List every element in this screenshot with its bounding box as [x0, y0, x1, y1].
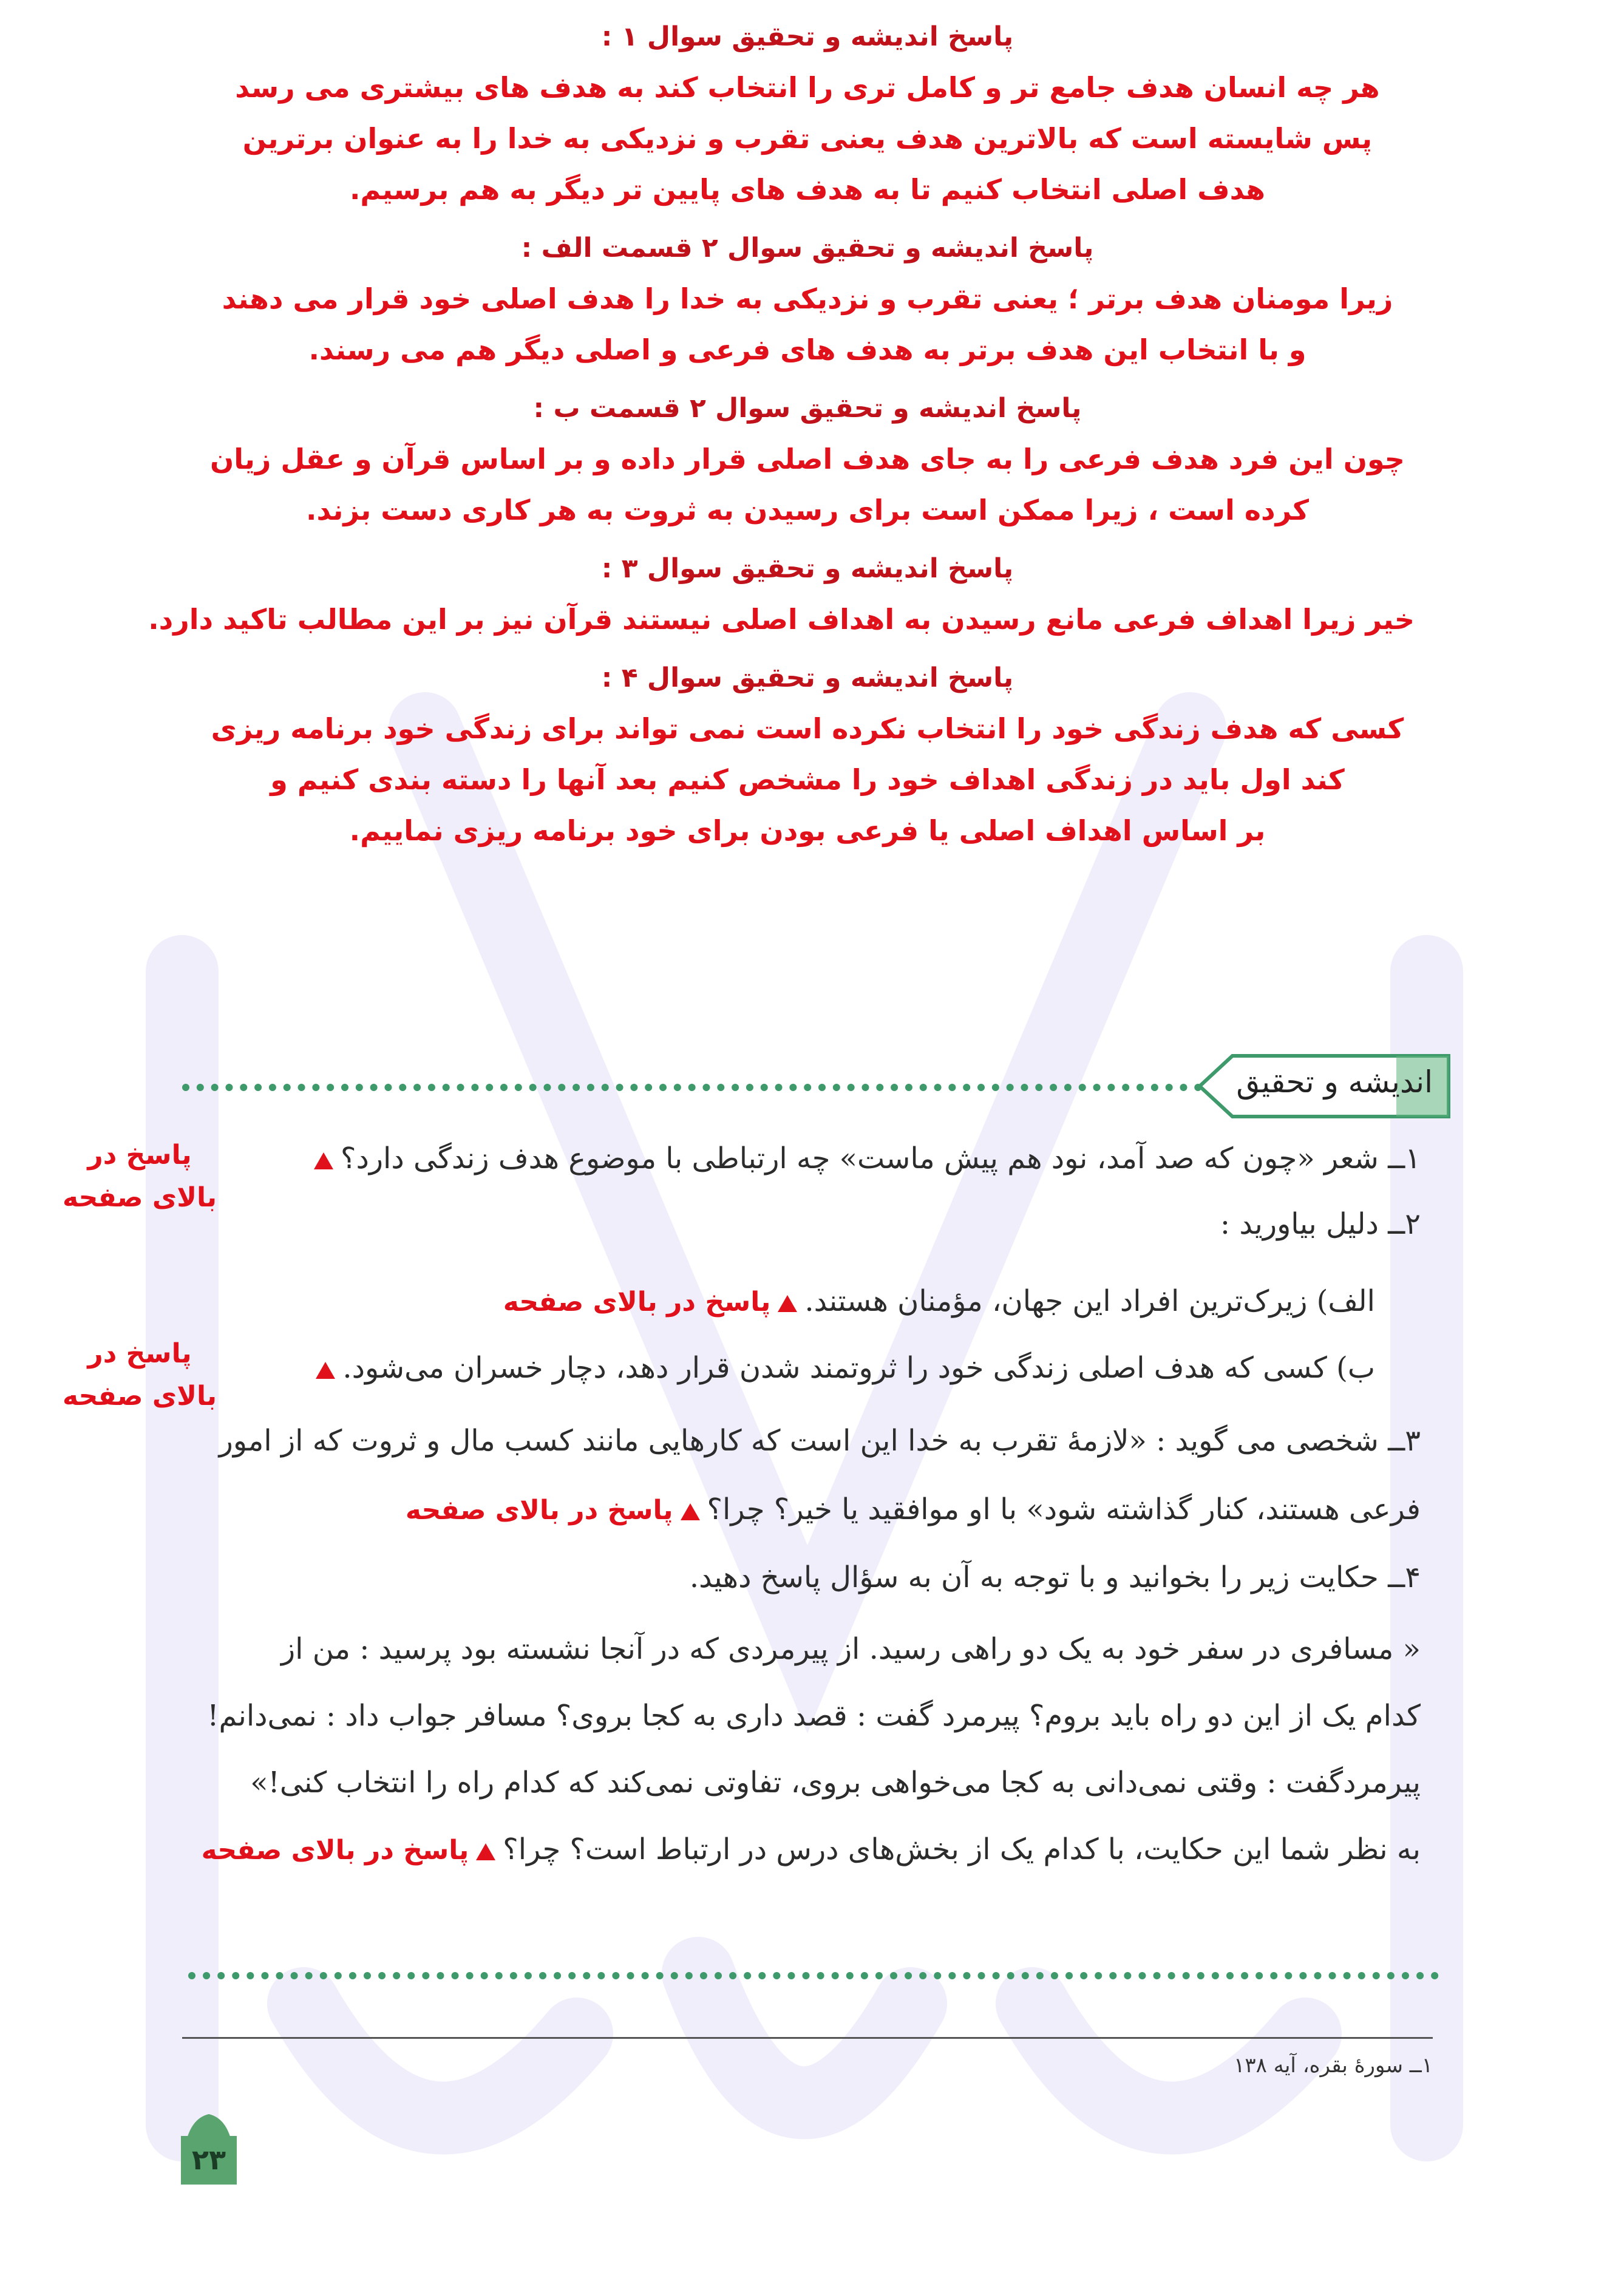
page-number-ornament: [181, 2112, 237, 2138]
question-3-line-2: [406, 1492, 1421, 1526]
answer-title: پاسخ اندیشه و تحقیق سوال ۴ :: [601, 662, 1014, 693]
footnote-divider: [182, 2037, 1433, 2039]
answer-title: پاسخ اندیشه و تحقیق سوال ۳ :: [601, 553, 1014, 584]
question-2b: [308, 1351, 1375, 1385]
answer-line: کرده است ، زیرا ممکن است برای رسیدن به ثروت به هر کاری دست بزند.: [306, 494, 1309, 526]
question-1: [307, 1141, 1421, 1175]
side-answer-line: پاسخ در: [87, 1140, 192, 1171]
side-answer-line: بالای صفحه: [62, 1381, 217, 1412]
question-2a: [503, 1284, 1375, 1318]
answer-line: کسی که هدف زندگی خود را انتخاب نکرده است نمی تواند برای زندگی خود برنامه ریزی: [211, 712, 1404, 745]
side-answer-line: پاسخ در: [87, 1338, 192, 1369]
answer-line: چون این فرد هدف فرعی را به جای هدف اصلی قرار داده و بر اساس قرآن و عقل زیان: [210, 443, 1405, 475]
answer-block-2a: [200, 223, 1415, 375]
side-answer-line: بالای صفحه: [62, 1182, 217, 1213]
answer-line: خیر زیرا اهداف فرعی مانع رسیدن به اهداف اصلی نیستند قرآن نیز بر این مطالب تاکید دارد.: [148, 603, 1415, 636]
box-header: [182, 1053, 1457, 1120]
answers-section: [148, 12, 1415, 865]
answer-line: بر اساس اهداف اصلی یا فرعی بودن برای خود برنامه ریزی نماییم.: [349, 814, 1266, 847]
question-4-prompt-text: به نظر شما این حکایت، با کدام یک از بخش‌های درس در ارتباط است؟ چرا؟: [503, 1832, 1421, 1866]
side-answer-q2b: [61, 1333, 219, 1418]
story-line-1: « مسافری در سفر خود به یک دو راهی رسید. از پیرمردی که در آنجا نشسته بود پرسید : من از: [280, 1632, 1421, 1666]
answer-block-3: [148, 544, 1415, 645]
box-title: اندیشه و تحقیق: [1236, 1064, 1433, 1100]
answer-line: و با انتخاب این هدف برتر به هدف های فرعی و اصلی دیگر هم می رسند.: [308, 333, 1306, 366]
page-number: ۲۳: [191, 2143, 226, 2176]
story-line-3: پیرمردگفت : وقتی نمی‌دانی به کجا می‌خواهی بروی، تفاوتی نمی‌کند که کدام راه را انتخاب کنی!»: [250, 1766, 1421, 1800]
answer-title: پاسخ اندیشه و تحقیق سوال ۲ قسمت الف :: [521, 233, 1094, 264]
triangle-marker-icon: [316, 1362, 335, 1379]
answer-title: پاسخ اندیشه و تحقیق سوال ۱ :: [601, 21, 1014, 52]
answer-line: پس شایسته است که بالاترین هدف یعنی تقرب و نزدیکی به خدا را به عنوان برترین: [242, 122, 1373, 155]
question-2b-text: ب) کسی که هدف اصلی زندگی خود را ثروتمند شدن قرار دهد، دچار خسران می‌شود.: [342, 1351, 1375, 1385]
question-1-text: ۱ــ شعر «چون که صد آمد، نود هم پیش ماست» چه ارتباطی با موضوع هدف زندگی دارد؟: [340, 1141, 1421, 1175]
answer-line: هر چه انسان هدف جامع تر و کامل تری را انتخاب کند به هدف های بیشتری می رسد: [235, 71, 1380, 104]
answer-reference: پاسخ در بالای صفحه: [201, 1835, 469, 1866]
answer-reference: پاسخ در بالای صفحه: [405, 1495, 673, 1526]
answer-line: کند اول باید در زندگی اهداف خود را مشخص کنیم بعد آنها را دسته بندی کنیم و: [270, 763, 1345, 796]
triangle-marker-icon: [778, 1295, 797, 1312]
triangle-marker-icon: [476, 1843, 495, 1860]
question-3-text: فرعی هستند، کنار گذاشته شود» با او موافقید یا خیر؟ چرا؟: [707, 1492, 1421, 1526]
answer-block-1: [200, 12, 1415, 215]
answer-line: هدف اصلی انتخاب کنیم تا به هدف های پایین تر دیگر به هم برسیم.: [349, 173, 1266, 206]
question-3-line-1: ۳ــ شخصی می گوید : «لازمهٔ تقرب به خدا این است که کارهایی مانند کسب مال و ثروت که از امور: [219, 1424, 1421, 1458]
triangle-marker-icon: [681, 1503, 700, 1520]
footnote: ۱ــ سورهٔ بقره، آیه ۱۳۸: [1234, 2053, 1433, 2078]
answer-block-2b: [200, 384, 1415, 536]
question-2a-text: الف) زیرک‌ترین افراد این جهان، مؤمنان هستند.: [804, 1284, 1375, 1318]
question-4-prompt: [202, 1832, 1421, 1866]
question-4: ۴ــ حکایت زیر را بخوانید و با توجه به آن به سؤال پاسخ دهید.: [689, 1560, 1421, 1594]
answer-line: زیرا مومنان هدف برتر ؛ یعنی تقرب و نزدیکی به خدا را هدف اصلی خود قرار می دهند: [222, 282, 1393, 315]
dotted-divider-bottom: [188, 1972, 1439, 1979]
triangle-marker-icon: [314, 1152, 333, 1169]
question-2: ۲ــ دلیل بیاورید :: [1220, 1207, 1421, 1241]
answer-reference: پاسخ در بالای صفحه: [503, 1287, 771, 1318]
side-answer-q1: [61, 1134, 219, 1219]
answer-block-4: [200, 653, 1415, 856]
answer-title: پاسخ اندیشه و تحقیق سوال ۲ قسمت ب :: [533, 393, 1082, 424]
dotted-divider: [182, 1084, 1202, 1091]
story-line-2: کدام یک از این دو راه باید بروم؟ پیرمرد گفت : قصد داری به کجا بروی؟ مسافر جواب داد : نمی‌دانم!: [207, 1699, 1421, 1733]
